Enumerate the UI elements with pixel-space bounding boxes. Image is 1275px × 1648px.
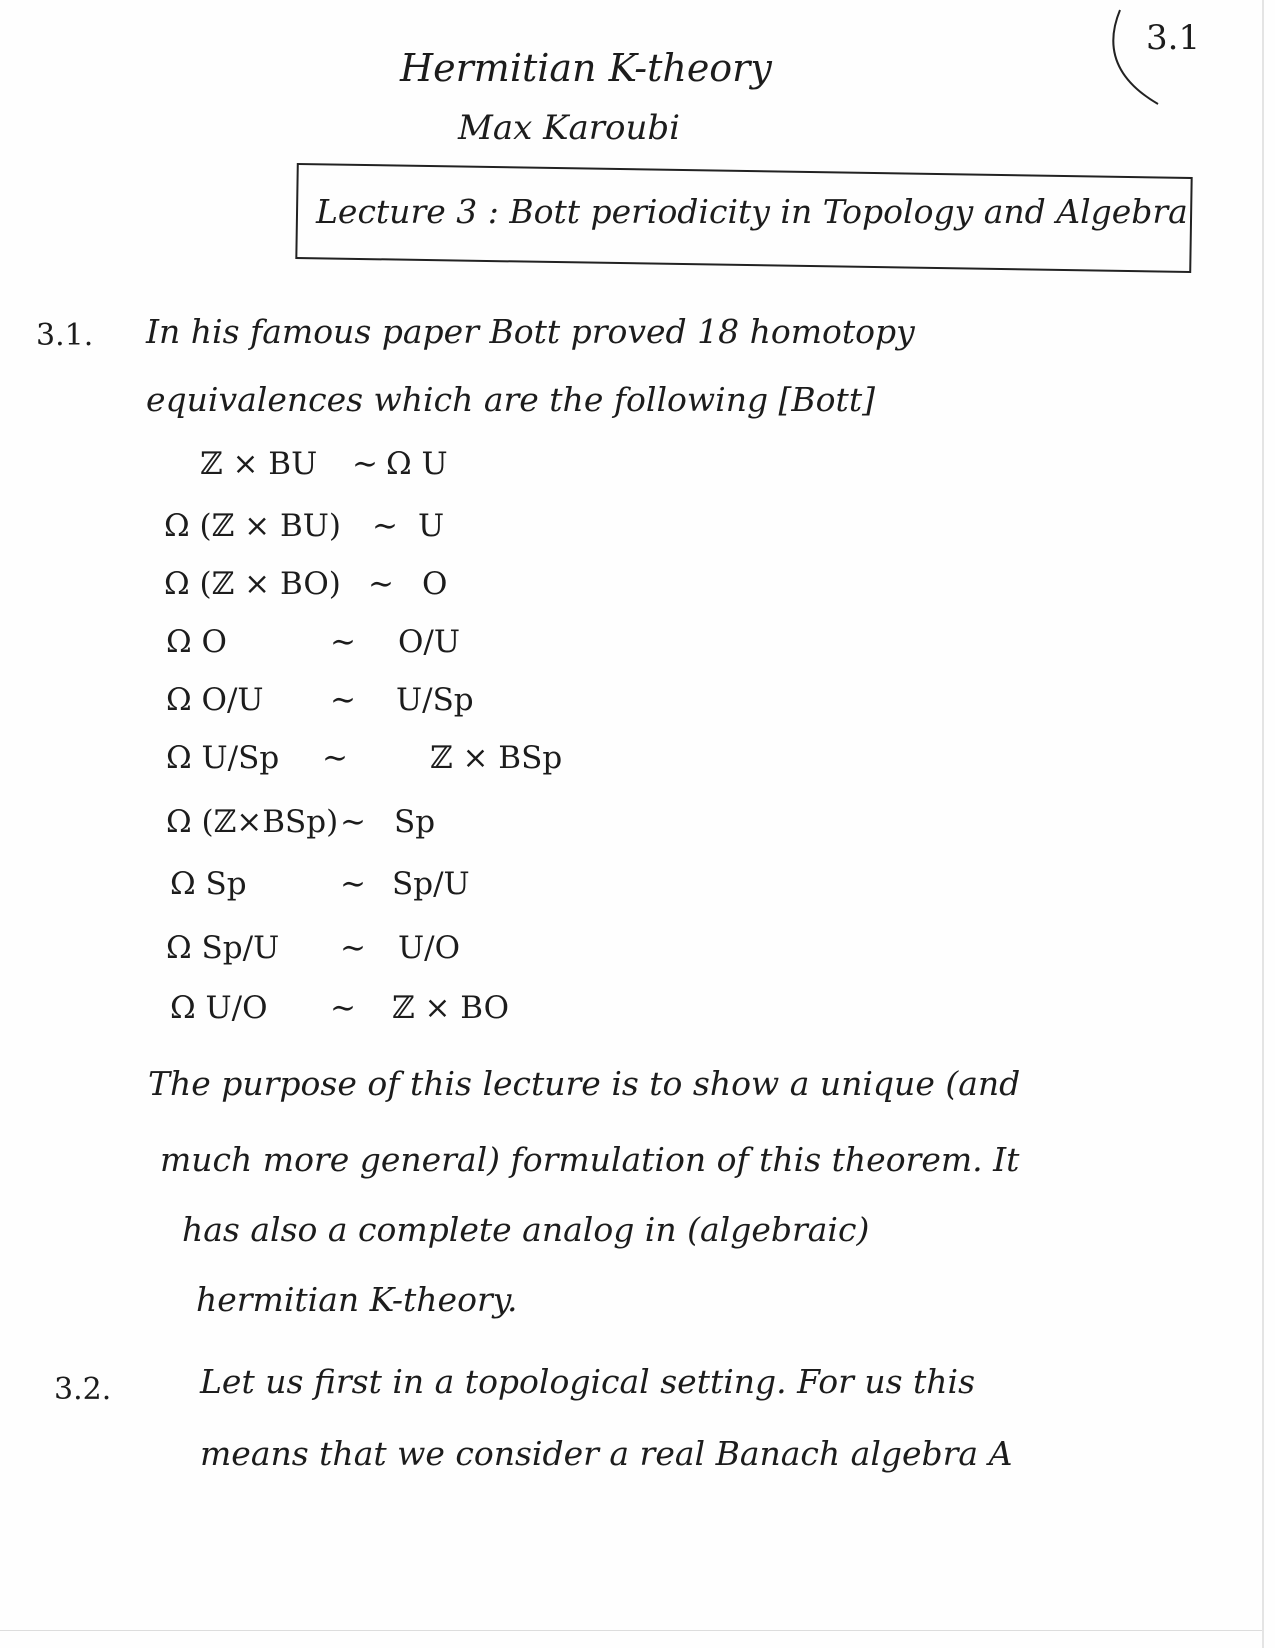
equivalence-4-tilde: ∼ xyxy=(330,624,356,660)
section-1-line-1: In his famous paper Bott proved 18 homotopy xyxy=(146,312,915,351)
equivalence-7-right: Sp xyxy=(394,804,436,840)
equivalence-1-tilde: ∼ xyxy=(352,446,378,482)
purpose-line-2: much more general) formulation of this theorem. It xyxy=(160,1140,1020,1179)
equivalence-5-right: U/Sp xyxy=(396,682,474,718)
equivalence-8-left: Ω Sp xyxy=(170,866,247,902)
equivalence-9-right: U/O xyxy=(398,930,460,966)
purpose-line-1: The purpose of this lecture is to show a unique (and xyxy=(148,1064,1021,1103)
equivalence-10-right: ℤ × BO xyxy=(392,990,510,1026)
equivalence-9-left: Ω Sp/U xyxy=(166,930,280,966)
section-1-line-2: equivalences which are the following [Bott] xyxy=(146,380,875,419)
section-number-3-2: 3.2. xyxy=(54,1372,112,1407)
equivalence-3-left: Ω (ℤ × BO) xyxy=(164,566,341,602)
equivalence-10-tilde: ∼ xyxy=(330,990,356,1026)
equivalence-1-left: ℤ × BU xyxy=(200,446,318,482)
equivalence-1-right: Ω U xyxy=(386,446,448,482)
equivalence-10-left: Ω U/O xyxy=(170,990,268,1026)
equivalence-5-tilde: ∼ xyxy=(330,682,356,718)
equivalence-9-tilde: ∼ xyxy=(340,930,366,966)
equivalence-4-right: O/U xyxy=(398,624,460,660)
purpose-line-4: hermitian K-theory. xyxy=(196,1280,518,1319)
document-title: Hermitian K-theory xyxy=(400,46,772,90)
equivalence-5-left: Ω O/U xyxy=(166,682,264,718)
equivalence-8-right: Sp/U xyxy=(392,866,470,902)
scan-bottom-edge xyxy=(0,1630,1262,1631)
equivalence-4-left: Ω O xyxy=(166,624,227,660)
section-2-line-2: means that we consider a real Banach algebra A xyxy=(200,1434,1013,1473)
equivalence-7-tilde: ∼ xyxy=(340,804,366,840)
equivalence-8-tilde: ∼ xyxy=(340,866,366,902)
author-name: Max Karoubi xyxy=(458,108,680,148)
scan-right-edge xyxy=(1262,0,1264,1648)
page-number: 3.1 xyxy=(1146,18,1201,58)
equivalence-6-left: Ω U/Sp xyxy=(166,740,280,776)
equivalence-2-tilde: ∼ xyxy=(372,508,398,544)
equivalence-3-right: O xyxy=(422,566,448,602)
equivalence-7-left: Ω (ℤ×BSp) xyxy=(166,804,339,840)
equivalence-2-left: Ω (ℤ × BU) xyxy=(164,508,341,544)
purpose-line-3: has also a complete analog in (algebraic) xyxy=(182,1210,870,1249)
section-2-line-1: Let us first in a topological setting. For us this xyxy=(200,1362,976,1401)
equivalence-6-tilde: ∼ xyxy=(322,740,348,776)
equivalence-3-tilde: ∼ xyxy=(368,566,394,602)
section-number-3-1: 3.1. xyxy=(36,318,94,353)
equivalence-6-right: ℤ × BSp xyxy=(430,740,563,776)
equivalence-2-right: U xyxy=(418,508,445,544)
lecture-title: Lecture 3 : Bott periodicity in Topology and Algebra xyxy=(316,192,1188,231)
